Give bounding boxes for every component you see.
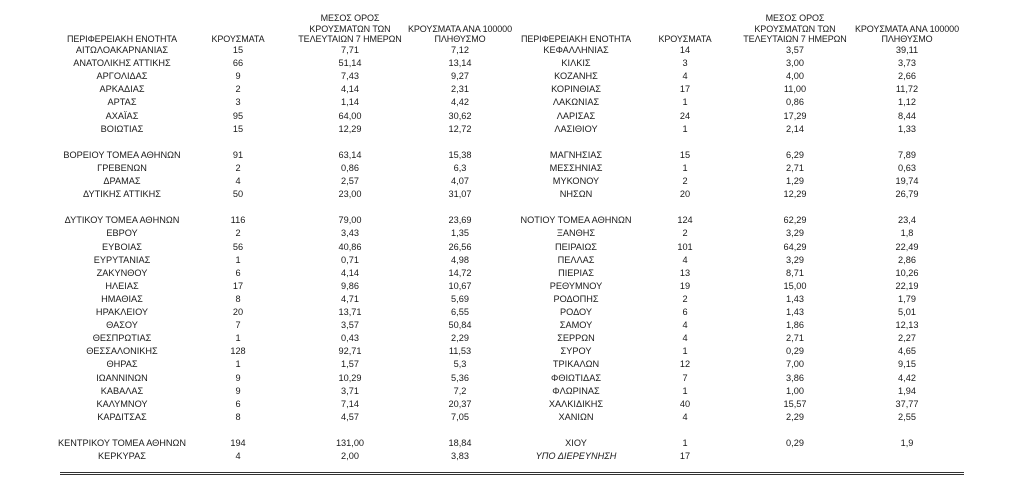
header-cases-left: ΚΡΟΥΣΜΑΤΑ <box>211 34 265 44</box>
cell-per100k: 50,84 <box>448 320 472 331</box>
table-row <box>0 267 1024 279</box>
cell-name: ΔΥΤΙΚΗΣ ΑΤΤΙΚΗΣ <box>83 189 161 200</box>
table-row <box>0 345 1024 357</box>
cell-avg: 3,71 <box>341 385 359 396</box>
cell-name: ΘΑΣΟΥ <box>106 320 138 331</box>
cell-avg: 62,29 <box>783 215 807 226</box>
cell-cases: 50 <box>232 189 244 200</box>
cell-name: ΚΑΒΑΛΑΣ <box>100 385 144 396</box>
table-row <box>0 293 1024 305</box>
cell-avg: 92,71 <box>338 346 362 357</box>
cell-avg: 9,86 <box>341 280 359 291</box>
cell-cases: 66 <box>232 58 244 69</box>
cell-per100k: 7,05 <box>451 411 469 422</box>
cell-avg: 0,86 <box>786 97 804 108</box>
table-row <box>0 372 1024 384</box>
cell-per100k: 1,12 <box>898 97 916 108</box>
cell-cases: 17 <box>679 451 691 462</box>
cell-cases: 56 <box>232 241 244 252</box>
cell-avg: 3,00 <box>786 58 804 69</box>
cell-per100k: 5,36 <box>451 372 469 383</box>
cell-name: ΝΗΣΩΝ <box>559 189 593 200</box>
cell-avg: 51,14 <box>338 58 362 69</box>
cell-name: ΑΝΑΤΟΛΙΚΗΣ ΑΤΤΙΚΗΣ <box>73 58 171 69</box>
table-row <box>0 254 1024 266</box>
cell-avg: 11,00 <box>783 84 807 95</box>
cell-per100k: 23,69 <box>448 215 472 226</box>
table-row <box>0 227 1024 239</box>
cell-name: ΚΟΡΙΝΘΙΑΣ <box>551 84 601 95</box>
table-row <box>0 149 1024 161</box>
cell-cases: 2 <box>682 293 688 304</box>
table-row <box>0 44 1024 56</box>
cell-avg: 3,57 <box>786 45 804 55</box>
header-region-left: ΠΕΡΙΦΕΡΕΙΑΚΗ ΕΝΟΤΗΤΑ <box>66 34 178 44</box>
cell-per100k: 0,63 <box>898 162 916 173</box>
cell-cases: 2 <box>235 228 241 239</box>
cell-cases: 1 <box>682 162 688 173</box>
cell-avg: 3,29 <box>786 228 804 239</box>
cell-cases: 1 <box>682 385 688 396</box>
cell-avg: 0,43 <box>341 333 359 344</box>
table-bottom-rule-double <box>60 474 964 475</box>
cell-avg: 10,29 <box>338 372 362 383</box>
cell-name: ΑΡΓΟΛΙΔΑΣ <box>96 71 148 82</box>
cell-per100k: 7,89 <box>898 149 916 160</box>
cell-avg: 2,71 <box>786 333 804 344</box>
cell-name: ΚΟΖΑΝΗΣ <box>554 71 598 82</box>
cell-per100k: 26,79 <box>895 189 919 200</box>
cell-avg: 2,00 <box>341 451 359 462</box>
cell-name: ΚΕΝΤΡΙΚΟΥ ΤΟΜΕΑ ΑΘΗΝΩΝ <box>57 438 187 448</box>
cell-name: ΕΥΡΥΤΑΝΙΑΣ <box>93 254 151 265</box>
cell-name: ΑΡΤΑΣ <box>107 97 137 108</box>
table-row <box>0 83 1024 95</box>
cell-per100k: 2,29 <box>451 333 469 344</box>
header-avg-left: ΜΕΣΟΣ ΟΡΟΣ ΚΡΟΥΣΜΑΤΩΝ ΤΩΝ ΤΕΛΕΥΤΑΙΩΝ 7 ΗΜΕΡΩΝ <box>298 13 402 44</box>
cell-name: ΜΑΓΝΗΣΙΑΣ <box>549 149 603 160</box>
cell-per100k: 11,72 <box>895 84 919 95</box>
cell-avg: 1,29 <box>786 176 804 186</box>
cell-cases: 17 <box>679 84 691 95</box>
cell-cases: 12 <box>679 359 691 370</box>
cell-name: ΣΥΡΟΥ <box>560 346 592 357</box>
cell-avg: 64,29 <box>783 241 807 252</box>
cell-name: ΔΥΤΙΚΟΥ ΤΟΜΕΑ ΑΘΗΝΩΝ <box>64 215 180 226</box>
cell-name: ΜΕΣΣΗΝΙΑΣ <box>549 162 603 173</box>
cell-avg: 13,71 <box>338 307 362 317</box>
table-row <box>0 306 1024 318</box>
cell-cases: 15 <box>232 45 244 55</box>
cell-name: ΝΟΤΙΟΥ ΤΟΜΕΑ ΑΘΗΝΩΝ <box>520 215 632 226</box>
cell-avg: 2,14 <box>786 123 804 134</box>
cell-per100k: 26,56 <box>448 241 472 252</box>
cell-name: ΛΑΚΩΝΙΑΣ <box>552 97 600 108</box>
cell-avg: 131,00 <box>335 438 365 448</box>
cell-cases: 1 <box>682 438 688 448</box>
cell-name: ΦΛΩΡΙΝΑΣ <box>552 385 600 396</box>
cell-name: ΠΙΕΡΙΑΣ <box>558 267 594 278</box>
cell-per100k: 2,31 <box>451 84 469 95</box>
cell-cases: 14 <box>679 45 691 55</box>
cell-cases: 116 <box>230 215 246 226</box>
table-row <box>0 398 1024 410</box>
cell-cases: 20 <box>679 189 691 200</box>
cell-name: ΠΕΙΡΑΙΩΣ <box>555 241 597 252</box>
cell-cases: 1 <box>235 254 241 265</box>
cell-per100k: 2,66 <box>898 71 916 82</box>
cell-cases: 8 <box>235 411 241 422</box>
header-per100k-right: ΚΡΟΥΣΜΑΤΑ ΑΝΑ 100000 ΠΛΗΘΥΣΜΟ <box>855 23 959 44</box>
cell-name: ΚΕΦΑΛΛΗΝΙΑΣ <box>543 45 609 55</box>
cell-avg: 7,00 <box>786 359 804 370</box>
cell-cases: 128 <box>230 346 246 357</box>
cell-per100k: 9,27 <box>451 71 469 82</box>
cell-per100k: 37,77 <box>895 398 919 409</box>
cell-per100k: 18,84 <box>448 438 472 448</box>
cell-per100k: 6,3 <box>453 162 467 173</box>
cell-cases: 9 <box>235 385 241 396</box>
table-row <box>0 188 1024 200</box>
cell-name: ΔΡΑΜΑΣ <box>103 176 141 186</box>
cell-name: ΗΜΑΘΙΑΣ <box>101 293 143 304</box>
cell-cases: 1 <box>682 123 688 134</box>
cell-avg: 17,29 <box>783 110 807 121</box>
cell-cases: 4 <box>235 451 241 462</box>
cell-name: ΤΡΙΚΑΛΩΝ <box>552 359 600 370</box>
cell-per100k: 1,9 <box>900 438 914 448</box>
cell-name: ΙΩΑΝΝΙΝΩΝ <box>96 372 148 383</box>
cell-cases: 3 <box>235 97 241 108</box>
table-bottom-rule <box>60 472 964 473</box>
cell-per100k: 2,27 <box>898 333 916 344</box>
cell-cases: 1 <box>235 333 241 344</box>
cell-per100k: 3,83 <box>451 451 469 462</box>
cell-cases: 4 <box>682 254 688 265</box>
cell-name: ΗΡΑΚΛΕΙΟΥ <box>95 307 149 317</box>
cell-per100k: 5,69 <box>451 293 469 304</box>
cell-avg: 7,43 <box>341 71 359 82</box>
cell-avg: 63,14 <box>338 149 362 160</box>
cell-per100k: 15,38 <box>448 149 472 160</box>
cell-per100k: 4,07 <box>451 176 469 186</box>
cell-cases: 6 <box>235 267 241 278</box>
cell-cases: 20 <box>232 307 244 317</box>
cell-cases: 4 <box>682 333 688 344</box>
table-row <box>0 332 1024 344</box>
cell-avg: 6,29 <box>786 149 804 160</box>
cell-cases: 4 <box>682 71 688 82</box>
cell-per100k: 10,67 <box>448 280 472 291</box>
cell-name: ΠΕΛΛΑΣ <box>557 254 595 265</box>
cell-per100k: 4,98 <box>451 254 469 265</box>
cell-avg: 4,57 <box>341 411 359 422</box>
cell-avg: 3,29 <box>786 254 804 265</box>
cell-avg: 15,57 <box>783 398 807 409</box>
cell-avg: 0,71 <box>341 254 359 265</box>
cell-per100k: 7,12 <box>451 45 469 55</box>
cell-per100k: 5,01 <box>898 307 916 317</box>
cell-name: ΚΑΡΔΙΤΣΑΣ <box>97 411 147 422</box>
cell-per100k: 13,14 <box>448 58 472 69</box>
cell-cases: 7 <box>682 372 688 383</box>
cell-avg: 15,00 <box>783 280 807 291</box>
cell-name: ΖΑΚΥΝΘΟΥ <box>96 267 148 278</box>
cell-cases: 17 <box>232 280 244 291</box>
cell-avg: 3,86 <box>786 372 804 383</box>
cell-per100k: 6,55 <box>451 307 469 317</box>
header-per100k-left: ΚΡΟΥΣΜΑΤΑ ΑΝΑ 100000 ΠΛΗΘΥΣΜΟ <box>408 23 512 44</box>
cell-avg: 2,71 <box>786 162 804 173</box>
cell-name: ΛΑΣΙΘΙΟΥ <box>554 123 598 134</box>
cell-per100k: 1,33 <box>898 123 916 134</box>
cell-cases: 7 <box>235 320 241 331</box>
table-row <box>0 162 1024 174</box>
table-row <box>0 411 1024 423</box>
cell-cases: 2 <box>235 162 241 173</box>
cell-per100k: 10,26 <box>895 267 919 278</box>
cell-name: ΡΕΘΥΜΝΟΥ <box>549 280 603 291</box>
cell-name: ΜΥΚΟΝΟΥ <box>552 176 600 186</box>
cell-cases: 4 <box>235 176 241 186</box>
cell-avg: 1,57 <box>341 359 359 370</box>
cell-name: ΧΙΟΥ <box>565 438 587 448</box>
cell-name: ΑΧΑΪΑΣ <box>105 110 139 121</box>
cell-cases: 2 <box>682 176 688 186</box>
cell-cases: 194 <box>230 438 246 448</box>
cell-cases: 6 <box>235 398 241 409</box>
cell-per100k: 8,44 <box>898 110 916 121</box>
cell-name: ΦΘΙΩΤΙΔΑΣ <box>550 372 602 383</box>
cell-cases: 15 <box>232 123 244 134</box>
cell-per100k: 1,35 <box>451 228 469 239</box>
header-region-right: ΠΕΡΙΦΕΡΕΙΑΚΗ ΕΝΟΤΗΤΑ <box>520 34 632 44</box>
cell-cases: 95 <box>232 110 244 121</box>
cell-cases: 101 <box>677 241 693 252</box>
table-row <box>0 319 1024 331</box>
table-row <box>0 110 1024 122</box>
cell-name: ΓΡΕΒΕΝΩΝ <box>97 162 147 173</box>
cell-per100k: 23,4 <box>898 215 916 226</box>
cell-name: ΕΥΒΟΙΑΣ <box>102 241 142 252</box>
cell-per100k: 3,73 <box>898 58 916 69</box>
cell-name: ΚΕΡΚΥΡΑΣ <box>98 451 146 462</box>
cell-avg: 2,57 <box>341 176 359 186</box>
table-row <box>0 280 1024 292</box>
cell-cases: 8 <box>235 293 241 304</box>
cell-avg: 0,86 <box>341 162 359 173</box>
cell-cases: 1 <box>235 359 241 370</box>
cell-per100k: 4,42 <box>451 97 469 108</box>
cell-per100k: 19,74 <box>895 176 919 186</box>
cell-per100k: 4,65 <box>898 346 916 357</box>
table-row <box>0 175 1024 187</box>
table-row <box>0 70 1024 82</box>
cell-cases: 4 <box>682 320 688 331</box>
table-row <box>0 358 1024 370</box>
cell-avg: 23,00 <box>338 189 362 200</box>
cell-per100k: 31,07 <box>448 189 472 200</box>
cell-cases: 3 <box>682 58 688 69</box>
cell-per100k: 4,42 <box>898 372 916 383</box>
cell-avg: 1,43 <box>786 293 804 304</box>
cell-avg: 7,14 <box>341 398 359 409</box>
cell-per100k: 1,94 <box>898 385 916 396</box>
cell-name: ΡΟΔΟΠΗΣ <box>553 293 599 304</box>
table-row <box>0 385 1024 397</box>
cell-per100k: 22,19 <box>895 280 919 291</box>
cell-cases: 1 <box>682 346 688 357</box>
table-row <box>0 241 1024 253</box>
cell-per100k: 12,13 <box>895 320 919 331</box>
cell-name: ΘΕΣΠΡΩΤΙΑΣ <box>92 333 152 344</box>
cell-per100k: 30,62 <box>448 110 472 121</box>
table-row <box>0 57 1024 69</box>
cell-avg: 3,43 <box>341 228 359 239</box>
cell-avg: 64,00 <box>338 110 362 121</box>
cell-cases: 13 <box>679 267 691 278</box>
cell-per100k: 14,72 <box>448 267 472 278</box>
cell-avg: 12,29 <box>338 123 362 134</box>
cell-cases: 124 <box>677 215 693 226</box>
cell-name: ΑΡΚΑΔΙΑΣ <box>99 84 145 95</box>
cell-avg: 8,71 <box>786 267 804 278</box>
cell-name: ΧΑΝΙΩΝ <box>558 411 594 422</box>
cell-name: ΒΟΡΕΙΟΥ ΤΟΜΕΑ ΑΘΗΝΩΝ <box>63 149 181 160</box>
cell-avg: 1,86 <box>786 320 804 331</box>
cell-per100k: 2,86 <box>898 254 916 265</box>
cell-avg: 4,14 <box>341 267 359 278</box>
cell-per100k: 5,3 <box>453 359 467 370</box>
cell-avg: 7,71 <box>341 45 359 55</box>
table-row <box>0 214 1024 226</box>
cell-per100k: 2,55 <box>898 411 916 422</box>
cell-avg: 79,00 <box>338 215 362 226</box>
cell-name: ΚΙΛΚΙΣ <box>561 58 591 69</box>
table-row <box>0 123 1024 135</box>
cell-per100k: 7,2 <box>453 385 467 396</box>
cell-cases: 2 <box>235 84 241 95</box>
cell-avg: 0,29 <box>786 346 804 357</box>
cell-name: ΕΒΡΟΥ <box>106 228 138 239</box>
cell-avg: 1,14 <box>341 97 359 108</box>
cell-cases: 4 <box>682 411 688 422</box>
cell-name: ΥΠΟ ΔΙΕΡΕΥΝΗΣΗ <box>535 451 617 462</box>
cell-name: ΣΑΜΟΥ <box>559 320 593 331</box>
table-row <box>0 437 1024 449</box>
cell-avg: 4,71 <box>341 293 359 304</box>
cell-cases: 1 <box>682 97 688 108</box>
table-row <box>0 96 1024 108</box>
cell-per100k: 1,79 <box>898 293 916 304</box>
cell-name: ΘΕΣΣΑΛΟΝΙΚΗΣ <box>86 346 158 357</box>
cell-name: ΞΑΝΘΗΣ <box>556 228 596 239</box>
cell-cases: 15 <box>679 149 691 160</box>
cell-avg: 3,57 <box>341 320 359 331</box>
cell-avg: 4,00 <box>786 71 804 82</box>
table-row <box>0 450 1024 462</box>
cell-name: ΑΙΤΩΛΟΑΚΑΡΝΑΝΙΑΣ <box>75 45 169 55</box>
cell-name: ΚΑΛΥΜΝΟΥ <box>96 398 148 409</box>
cell-avg: 0,29 <box>786 438 804 448</box>
cell-name: ΗΛΕΙΑΣ <box>105 280 139 291</box>
cell-name: ΛΑΡΙΣΑΣ <box>556 110 596 121</box>
cell-avg: 4,14 <box>341 84 359 95</box>
cell-per100k: 22,49 <box>895 241 919 252</box>
cell-avg: 12,29 <box>783 189 807 200</box>
cell-name: ΘΗΡΑΣ <box>106 359 138 370</box>
cell-avg: 2,29 <box>786 411 804 422</box>
cell-cases: 91 <box>232 149 244 160</box>
cell-per100k: 9,15 <box>898 359 916 370</box>
cell-per100k: 39,11 <box>895 45 919 55</box>
cell-per100k: 12,72 <box>448 123 472 134</box>
cell-cases: 2 <box>682 228 688 239</box>
header-cases-right: ΚΡΟΥΣΜΑΤΑ <box>658 34 712 44</box>
cell-cases: 6 <box>682 307 688 317</box>
cell-name: ΧΑΛΚΙΔΙΚΗΣ <box>548 398 604 409</box>
cell-name: ΣΕΡΡΩΝ <box>557 333 595 344</box>
cell-name: ΡΟΔΟΥ <box>559 307 593 317</box>
cell-per100k: 20,37 <box>448 398 472 409</box>
cell-per100k: 1,8 <box>900 228 914 239</box>
cell-avg: 1,00 <box>786 385 804 396</box>
cell-cases: 40 <box>679 398 691 409</box>
header-avg-right: ΜΕΣΟΣ ΟΡΟΣ ΚΡΟΥΣΜΑΤΩΝ ΤΩΝ ΤΕΛΕΥΤΑΙΩΝ 7 ΗΜΕΡΩΝ <box>743 13 847 44</box>
cell-cases: 24 <box>679 110 691 121</box>
cell-name: ΒΟΙΩΤΙΑΣ <box>100 123 144 134</box>
cell-cases: 19 <box>679 280 691 291</box>
cell-cases: 9 <box>235 71 241 82</box>
cell-cases: 9 <box>235 372 241 383</box>
cell-avg: 1,43 <box>786 307 804 317</box>
cell-avg: 40,86 <box>338 241 362 252</box>
cell-per100k: 11,53 <box>448 346 472 357</box>
